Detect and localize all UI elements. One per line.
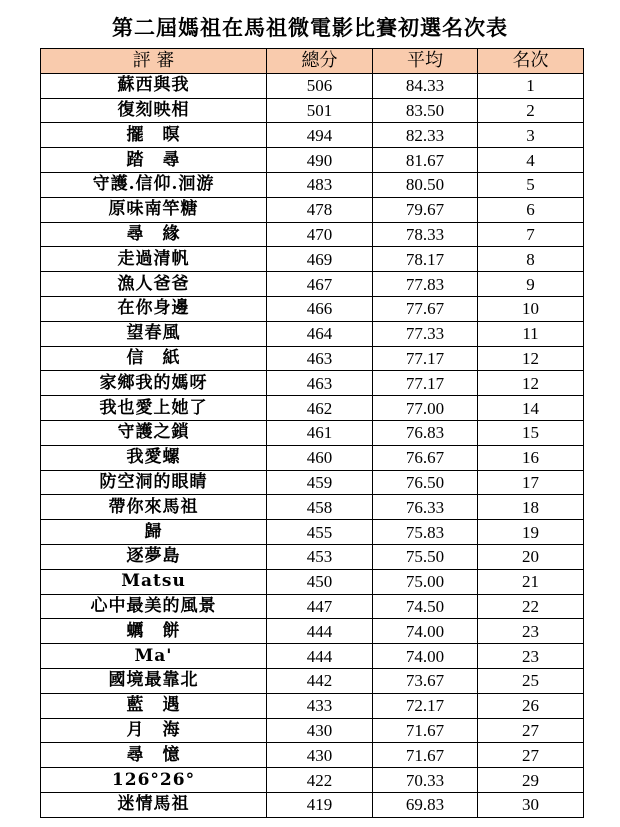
cell-average: 82.33 xyxy=(373,123,478,148)
table-row xyxy=(41,296,584,321)
cell-average: 81.67 xyxy=(373,148,478,173)
cell-film: 我也愛上她了 xyxy=(41,396,267,421)
cell-total: 462 xyxy=(267,396,373,421)
cell-rank: 9 xyxy=(478,272,584,297)
cell-average: 78.17 xyxy=(373,247,478,272)
table-row xyxy=(41,569,584,594)
cell-total: 467 xyxy=(267,272,373,297)
cell-average: 83.50 xyxy=(373,98,478,123)
cell-average: 77.67 xyxy=(373,296,478,321)
cell-average: 76.50 xyxy=(373,470,478,495)
cell-total: 464 xyxy=(267,321,373,346)
cell-average: 77.17 xyxy=(373,346,478,371)
cell-rank: 16 xyxy=(478,445,584,470)
cell-total: 506 xyxy=(267,73,373,98)
cell-rank: 1 xyxy=(478,73,584,98)
table-row xyxy=(41,644,584,669)
cell-rank: 17 xyxy=(478,470,584,495)
table-row xyxy=(41,247,584,272)
cell-film: 蘇西與我 xyxy=(41,73,267,98)
cell-average: 77.00 xyxy=(373,396,478,421)
header-total: 總分 xyxy=(267,49,373,74)
table-row xyxy=(41,321,584,346)
cell-film: 迷情馬祖 xyxy=(41,792,267,817)
cell-rank: 30 xyxy=(478,792,584,817)
cell-total: 453 xyxy=(267,544,373,569)
table-row xyxy=(41,98,584,123)
cell-film: 原味南竿糖 xyxy=(41,197,267,222)
table-row xyxy=(41,718,584,743)
cell-film: Ma' xyxy=(41,644,267,669)
cell-total: 483 xyxy=(267,172,373,197)
table-row xyxy=(41,346,584,371)
cell-average: 74.00 xyxy=(373,619,478,644)
cell-film: 藍 遇 xyxy=(41,693,267,718)
cell-film: Matsu xyxy=(41,569,267,594)
cell-average: 76.33 xyxy=(373,495,478,520)
cell-rank: 27 xyxy=(478,743,584,768)
cell-film: 在你身邊 xyxy=(41,296,267,321)
table-row xyxy=(41,768,584,793)
cell-rank: 8 xyxy=(478,247,584,272)
cell-average: 75.50 xyxy=(373,544,478,569)
cell-film: 國境最靠北 xyxy=(41,668,267,693)
cell-average: 76.83 xyxy=(373,420,478,445)
cell-rank: 29 xyxy=(478,768,584,793)
table-row xyxy=(41,272,584,297)
cell-film: 望春風 xyxy=(41,321,267,346)
cell-average: 71.67 xyxy=(373,718,478,743)
table-row xyxy=(41,743,584,768)
cell-rank: 18 xyxy=(478,495,584,520)
cell-rank: 27 xyxy=(478,718,584,743)
cell-average: 80.50 xyxy=(373,172,478,197)
cell-average: 84.33 xyxy=(373,73,478,98)
table-row xyxy=(41,396,584,421)
cell-film: 踏 尋 xyxy=(41,148,267,173)
table-row xyxy=(41,445,584,470)
table-row xyxy=(41,594,584,619)
cell-total: 444 xyxy=(267,619,373,644)
cell-rank: 4 xyxy=(478,148,584,173)
table-body xyxy=(41,73,584,817)
cell-film: 守護之鎖 xyxy=(41,420,267,445)
cell-total: 459 xyxy=(267,470,373,495)
cell-average: 69.83 xyxy=(373,792,478,817)
table-row xyxy=(41,222,584,247)
cell-film: 我愛螺 xyxy=(41,445,267,470)
cell-rank: 26 xyxy=(478,693,584,718)
cell-film: 尋 憶 xyxy=(41,743,267,768)
ranking-table xyxy=(40,48,584,818)
cell-total: 450 xyxy=(267,569,373,594)
cell-film: 擺 暝 xyxy=(41,123,267,148)
table-row xyxy=(41,148,584,173)
table-row xyxy=(41,73,584,98)
cell-total: 501 xyxy=(267,98,373,123)
cell-film: 帶你來馬祖 xyxy=(41,495,267,520)
cell-total: 444 xyxy=(267,644,373,669)
cell-average: 74.50 xyxy=(373,594,478,619)
cell-rank: 23 xyxy=(478,644,584,669)
cell-total: 430 xyxy=(267,743,373,768)
cell-rank: 12 xyxy=(478,346,584,371)
table-row xyxy=(41,420,584,445)
header-film: 評 審 xyxy=(41,49,267,74)
cell-average: 77.33 xyxy=(373,321,478,346)
cell-average: 77.83 xyxy=(373,272,478,297)
cell-average: 76.67 xyxy=(373,445,478,470)
cell-total: 430 xyxy=(267,718,373,743)
cell-average: 70.33 xyxy=(373,768,478,793)
table-row xyxy=(41,495,584,520)
cell-total: 455 xyxy=(267,520,373,545)
cell-average: 73.67 xyxy=(373,668,478,693)
cell-total: 478 xyxy=(267,197,373,222)
table-row xyxy=(41,371,584,396)
header-average: 平均 xyxy=(373,49,478,74)
cell-film: 漁人爸爸 xyxy=(41,272,267,297)
cell-film: 蠣 餅 xyxy=(41,619,267,644)
cell-total: 458 xyxy=(267,495,373,520)
cell-total: 490 xyxy=(267,148,373,173)
table-row xyxy=(41,668,584,693)
cell-average: 71.67 xyxy=(373,743,478,768)
cell-total: 433 xyxy=(267,693,373,718)
table-row xyxy=(41,470,584,495)
cell-total: 466 xyxy=(267,296,373,321)
cell-film: 走過清帆 xyxy=(41,247,267,272)
cell-rank: 19 xyxy=(478,520,584,545)
cell-average: 75.00 xyxy=(373,569,478,594)
cell-rank: 11 xyxy=(478,321,584,346)
cell-rank: 6 xyxy=(478,197,584,222)
cell-total: 442 xyxy=(267,668,373,693)
cell-rank: 7 xyxy=(478,222,584,247)
cell-average: 79.67 xyxy=(373,197,478,222)
cell-rank: 12 xyxy=(478,371,584,396)
cell-film: 家鄉我的媽呀 xyxy=(41,371,267,396)
table-row xyxy=(41,172,584,197)
document-title: 第二屆媽祖在馬祖微電影比賽初選名次表 xyxy=(112,15,508,40)
cell-total: 447 xyxy=(267,594,373,619)
cell-rank: 10 xyxy=(478,296,584,321)
cell-total: 469 xyxy=(267,247,373,272)
cell-rank: 22 xyxy=(478,594,584,619)
cell-total: 494 xyxy=(267,123,373,148)
cell-film: 歸 xyxy=(41,520,267,545)
cell-film: 守護.信仰.洄游 xyxy=(41,172,267,197)
cell-rank: 25 xyxy=(478,668,584,693)
cell-total: 461 xyxy=(267,420,373,445)
cell-film: 心中最美的風景 xyxy=(41,594,267,619)
cell-film: 月 海 xyxy=(41,718,267,743)
cell-film: 逐夢島 xyxy=(41,544,267,569)
cell-film: 尋 緣 xyxy=(41,222,267,247)
table-row xyxy=(41,792,584,817)
cell-rank: 2 xyxy=(478,98,584,123)
table-row xyxy=(41,693,584,718)
table-row xyxy=(41,197,584,222)
cell-rank: 14 xyxy=(478,396,584,421)
cell-total: 470 xyxy=(267,222,373,247)
cell-total: 422 xyxy=(267,768,373,793)
cell-rank: 5 xyxy=(478,172,584,197)
header-row xyxy=(41,49,584,74)
cell-rank: 21 xyxy=(478,569,584,594)
cell-rank: 23 xyxy=(478,619,584,644)
cell-film: 防空洞的眼睛 xyxy=(41,470,267,495)
table-row xyxy=(41,619,584,644)
cell-rank: 15 xyxy=(478,420,584,445)
cell-total: 463 xyxy=(267,346,373,371)
cell-film: 復刻映相 xyxy=(41,98,267,123)
cell-average: 74.00 xyxy=(373,644,478,669)
cell-total: 463 xyxy=(267,371,373,396)
table-row xyxy=(41,123,584,148)
cell-rank: 3 xyxy=(478,123,584,148)
table-row xyxy=(41,544,584,569)
cell-film: 信 紙 xyxy=(41,346,267,371)
cell-average: 75.83 xyxy=(373,520,478,545)
cell-rank: 20 xyxy=(478,544,584,569)
cell-film: 126°26° xyxy=(41,768,267,793)
cell-total: 460 xyxy=(267,445,373,470)
cell-average: 77.17 xyxy=(373,371,478,396)
cell-total: 419 xyxy=(267,792,373,817)
header-rank: 名次 xyxy=(478,49,584,74)
cell-average: 78.33 xyxy=(373,222,478,247)
cell-average: 72.17 xyxy=(373,693,478,718)
table-row xyxy=(41,520,584,545)
